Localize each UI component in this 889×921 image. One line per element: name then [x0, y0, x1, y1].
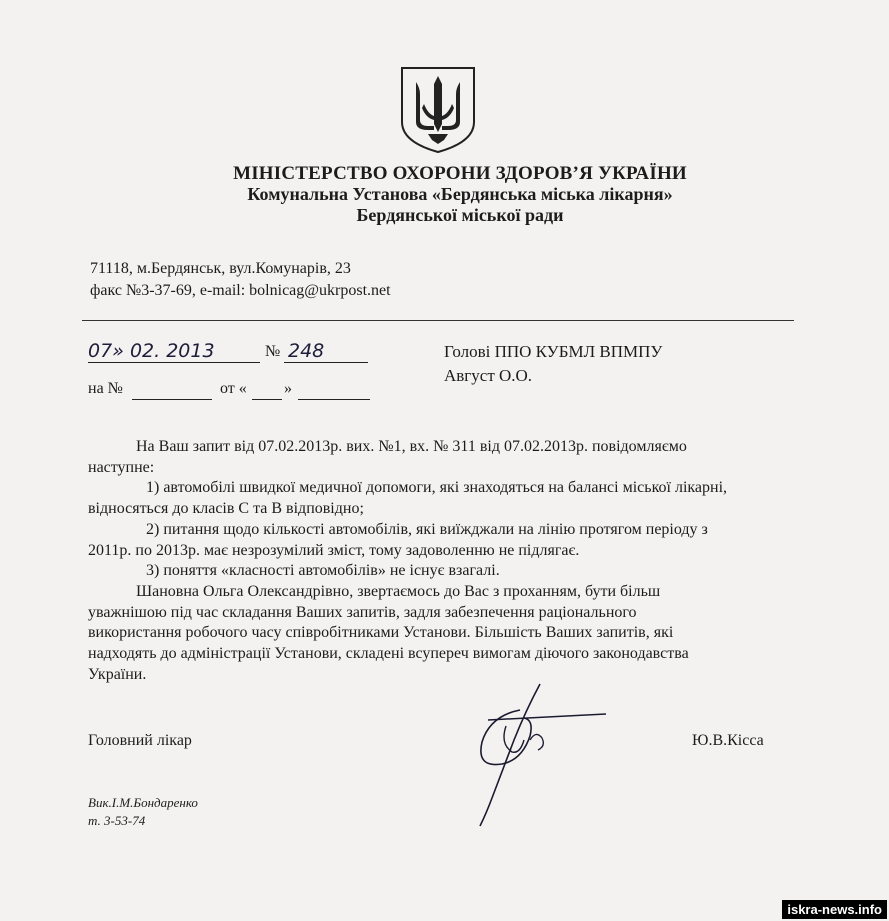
reference-number-label: на №: [88, 380, 123, 397]
trident-coat-of-arms-icon: [398, 64, 478, 154]
body-line: відносяться до класів С та В відповідно;: [88, 500, 364, 518]
recipient-block: [444, 340, 662, 388]
reference-date-label: от «: [220, 380, 247, 397]
letter-body: [88, 437, 832, 685]
registration-line: [88, 338, 388, 366]
body-line: надходять до адміністрації Установи, складені всупереч вимогам діючого законодавства: [88, 645, 689, 663]
body-line: України.: [88, 665, 147, 683]
address-block: [90, 258, 391, 302]
body-line: використання робочого часу співробітниками Установи. Більшість Ваших запитів, які: [88, 624, 674, 642]
date-underline: [88, 362, 260, 363]
body-line: 2011р. по 2013р. має незрозумілий зміст, тому задоволенню не підлягає.: [88, 541, 580, 559]
executor-phone: т. 3-53-74: [88, 813, 146, 828]
recipient-name: Август О.О.: [444, 366, 533, 385]
council-name: Бердянської міської ради: [356, 205, 564, 225]
executor-name: Вик.І.М.Бондаренко: [88, 795, 198, 810]
executor-block: [88, 794, 198, 830]
reference-date-close: »: [284, 380, 292, 397]
site-watermark: iskra-news.info: [782, 900, 887, 919]
recipient-title: Голові ППО КУБМЛ ВПМПУ: [444, 342, 663, 361]
ministry-name: МІНІСТЕРСТВО ОХОРОНИ ЗДОРОВ’Я УКРАЇНИ: [233, 163, 687, 184]
organization-header: [180, 163, 740, 226]
header-divider: [82, 320, 794, 321]
address-line: 71118, м.Бердянськ, вул.Комунарів, 23: [90, 260, 351, 277]
signatory-title: Головний лікар: [88, 732, 192, 749]
reference-number-blank: [132, 399, 212, 400]
number-sign: №: [265, 343, 281, 360]
body-line: уважнішою під час складання Ваших запитів, задля забезпечення раціонального: [88, 603, 637, 621]
signatory-name: Ю.В.Кісса: [692, 732, 764, 749]
handwritten-signature: [430, 680, 620, 830]
body-line: На Ваш запит від 07.02.2013р. вих. №1, вх. № 311 від 07.02.2013р. повідомляємо: [136, 438, 687, 455]
registration-date: 07» 02. 2013: [88, 340, 215, 362]
body-line: 2) питання щодо кількості автомобілів, які виїжджали на лінію протягом періоду з: [146, 520, 708, 538]
body-line: наступне:: [88, 458, 155, 476]
institution-name: Комунальна Установа «Бердянська міська лікарня»: [247, 184, 673, 204]
body-line: 3) поняття «класності автомобілів» не існує взагалі.: [146, 562, 500, 580]
number-underline: [284, 362, 368, 363]
body-line: 1) автомобілі швидкої медичної допомоги, які знаходяться на балансі міської лікарні,: [146, 479, 728, 497]
registration-number: 248: [288, 340, 325, 362]
reference-day-blank: [252, 399, 282, 400]
reference-line: [88, 380, 388, 406]
reference-month-blank: [298, 399, 370, 400]
contact-line: факс №3-37-69, e-mail: bolnicag@ukrpost.net: [90, 282, 391, 299]
body-line: Шановна Ольга Олександрівно, звертаємось до Вас з проханням, бути більш: [136, 582, 661, 600]
